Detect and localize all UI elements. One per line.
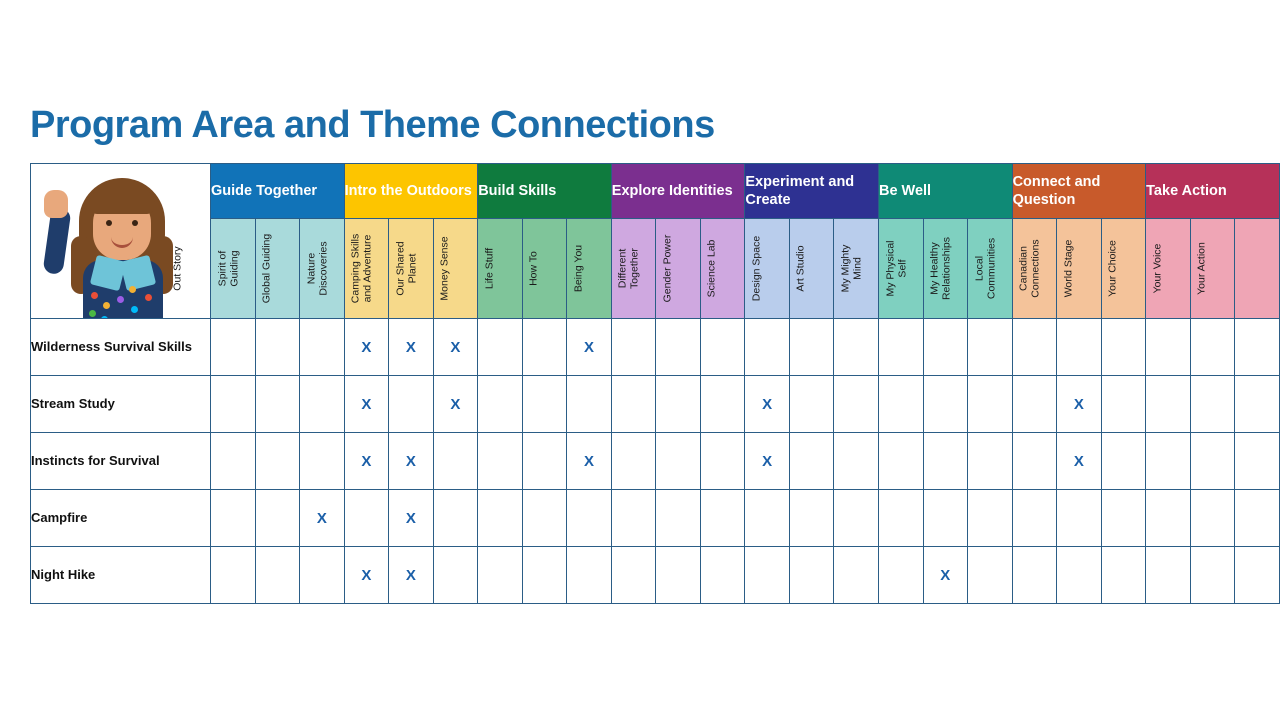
empty-cell (968, 319, 1013, 376)
theme-label: Design Space (750, 235, 763, 302)
theme-label: World Stage (1062, 239, 1075, 298)
empty-cell (1057, 547, 1102, 604)
connection-mark-cell: X (344, 376, 389, 433)
empty-cell (1012, 319, 1057, 376)
empty-cell (522, 433, 567, 490)
theme-label: My Mighty Mind (839, 244, 864, 293)
empty-cell (433, 547, 478, 604)
empty-cell (478, 547, 523, 604)
empty-cell (1190, 376, 1235, 433)
empty-cell (300, 547, 345, 604)
empty-cell (656, 547, 701, 604)
empty-cell (789, 376, 834, 433)
empty-cell (1235, 319, 1280, 376)
empty-cell (255, 376, 300, 433)
matrix-body (31, 319, 1280, 604)
empty-cell (1012, 490, 1057, 547)
empty-cell (656, 490, 701, 547)
empty-cell (1101, 376, 1146, 433)
connection-mark-cell: X (433, 319, 478, 376)
empty-cell (478, 319, 523, 376)
theme-label: Local Communities (973, 237, 998, 300)
empty-cell (522, 319, 567, 376)
connection-mark-cell: X (745, 376, 790, 433)
empty-cell (522, 376, 567, 433)
program-area-header (478, 164, 612, 219)
empty-cell (923, 433, 968, 490)
empty-cell (433, 490, 478, 547)
program-area-header (1012, 164, 1146, 219)
empty-cell (1146, 547, 1191, 604)
table-row (31, 319, 1280, 376)
empty-cell (478, 376, 523, 433)
theme-label: Spirit of Guiding (216, 250, 241, 287)
connection-mark-cell: X (1057, 376, 1102, 433)
empty-cell (878, 547, 923, 604)
empty-cell (1057, 319, 1102, 376)
empty-cell (1012, 547, 1057, 604)
empty-cell (789, 319, 834, 376)
theme-header-row (31, 219, 1280, 319)
empty-cell (700, 547, 745, 604)
empty-cell (878, 433, 923, 490)
empty-cell (789, 433, 834, 490)
empty-cell (968, 376, 1013, 433)
theme-label: Camping Skills and Adventure (349, 233, 374, 304)
empty-cell (1235, 376, 1280, 433)
empty-cell (834, 490, 879, 547)
theme-label: Your Voice (1151, 243, 1164, 294)
activity-label: Stream Study (31, 376, 211, 433)
table-row (31, 490, 1280, 547)
empty-cell (1101, 490, 1146, 547)
program-area-header-row (31, 164, 1280, 219)
empty-cell (745, 490, 790, 547)
empty-cell (1190, 547, 1235, 604)
empty-cell (789, 490, 834, 547)
empty-cell (1057, 490, 1102, 547)
empty-cell (1235, 490, 1280, 547)
program-area-header (1146, 164, 1280, 219)
theme-label: Life Stuff (483, 247, 496, 290)
connection-mark-cell: X (1057, 433, 1102, 490)
theme-label: Different Together (616, 248, 641, 289)
theme-label: Science Lab (705, 239, 718, 298)
empty-cell (1146, 319, 1191, 376)
empty-cell (1101, 547, 1146, 604)
table-row (31, 376, 1280, 433)
empty-cell (834, 319, 879, 376)
empty-cell (700, 433, 745, 490)
empty-cell (834, 433, 879, 490)
empty-cell (923, 319, 968, 376)
empty-cell (923, 490, 968, 547)
empty-cell (300, 319, 345, 376)
theme-label: How To (527, 251, 540, 286)
empty-cell (567, 490, 612, 547)
empty-cell (834, 376, 879, 433)
empty-cell (211, 433, 256, 490)
program-area-label: Experiment and Create (745, 173, 855, 208)
theme-label: Gender Power (661, 234, 674, 303)
theme-header (1195, 219, 1280, 319)
empty-cell (1190, 319, 1235, 376)
empty-cell (522, 547, 567, 604)
theme-label: Art Studio (794, 245, 807, 292)
theme-label: Canadian Connections (1017, 239, 1042, 298)
empty-cell (745, 319, 790, 376)
empty-cell (255, 490, 300, 547)
empty-cell (344, 490, 389, 547)
connections-matrix (30, 163, 1280, 604)
empty-cell (211, 490, 256, 547)
empty-cell (611, 433, 656, 490)
empty-cell (211, 376, 256, 433)
empty-cell (300, 376, 345, 433)
empty-cell (968, 547, 1013, 604)
empty-cell (255, 319, 300, 376)
connection-mark-cell: X (389, 433, 434, 490)
activity-label: Wilderness Survival Skills (31, 319, 211, 376)
theme-label: Money Sense (438, 236, 451, 301)
empty-cell (611, 376, 656, 433)
program-area-label: Take Action (1146, 182, 1227, 199)
theme-label: Global Guiding (260, 233, 273, 304)
empty-cell (700, 490, 745, 547)
program-area-label: Intro the Outdoors (344, 182, 472, 199)
empty-cell (878, 376, 923, 433)
empty-cell (656, 319, 701, 376)
empty-cell (1146, 376, 1191, 433)
empty-cell (656, 376, 701, 433)
table-row (31, 547, 1280, 604)
empty-cell (567, 547, 612, 604)
connection-mark-cell: X (389, 547, 434, 604)
empty-cell (700, 319, 745, 376)
empty-cell (1235, 433, 1280, 490)
connection-mark-cell: X (567, 433, 612, 490)
matrix-table (30, 163, 1280, 604)
empty-cell (478, 433, 523, 490)
empty-cell (878, 490, 923, 547)
connection-mark-cell: X (433, 376, 478, 433)
empty-cell (255, 433, 300, 490)
program-area-header (211, 164, 345, 219)
connection-mark-cell: X (344, 433, 389, 490)
empty-cell (611, 319, 656, 376)
empty-cell (789, 547, 834, 604)
program-area-header (344, 164, 478, 219)
connection-mark-cell: X (923, 547, 968, 604)
empty-cell (389, 376, 434, 433)
empty-cell (968, 490, 1013, 547)
connection-mark-cell: X (389, 319, 434, 376)
theme-label: Our Shared Planet (394, 241, 419, 296)
empty-cell (1012, 433, 1057, 490)
empty-cell (1235, 547, 1280, 604)
empty-cell (1190, 433, 1235, 490)
connection-mark-cell: X (389, 490, 434, 547)
empty-cell (656, 433, 701, 490)
program-area-header (611, 164, 745, 219)
empty-cell (1190, 490, 1235, 547)
connection-mark-cell: X (300, 490, 345, 547)
program-area-header (745, 164, 879, 219)
empty-cell (834, 547, 879, 604)
empty-cell (700, 376, 745, 433)
theme-label: My Physical Self (884, 240, 909, 297)
empty-cell (211, 547, 256, 604)
table-row (31, 433, 1280, 490)
program-area-label: Guide Together (211, 182, 318, 199)
empty-cell (211, 319, 256, 376)
page-title: Program Area and Theme Connections (30, 104, 715, 146)
program-area-label: Build Skills (478, 182, 557, 199)
empty-cell (878, 319, 923, 376)
theme-label: Your Action (1195, 242, 1208, 295)
program-area-label: Explore Identities (611, 182, 733, 199)
empty-cell (1146, 433, 1191, 490)
activity-label: Night Hike (31, 547, 211, 604)
empty-cell (1101, 319, 1146, 376)
theme-label: Being You (572, 244, 585, 293)
empty-cell (1101, 433, 1146, 490)
empty-cell (1146, 490, 1191, 547)
activity-label: Instincts for Survival (31, 433, 211, 490)
empty-cell (1012, 376, 1057, 433)
connection-mark-cell: X (567, 319, 612, 376)
empty-cell (923, 376, 968, 433)
theme-label: Out Story (171, 246, 184, 291)
empty-cell (745, 547, 790, 604)
connection-mark-cell: X (344, 547, 389, 604)
empty-cell (433, 433, 478, 490)
empty-cell (255, 547, 300, 604)
connection-mark-cell: X (344, 319, 389, 376)
activity-label: Campfire (31, 490, 211, 547)
empty-cell (567, 376, 612, 433)
program-area-label: Connect and Question (1012, 173, 1101, 208)
empty-cell (478, 490, 523, 547)
empty-cell (522, 490, 567, 547)
program-area-label: Be Well (878, 182, 932, 199)
theme-label: My Healthy Relationships (928, 236, 953, 301)
empty-cell (611, 547, 656, 604)
connection-mark-cell: X (745, 433, 790, 490)
empty-cell (611, 490, 656, 547)
program-area-header (878, 164, 1012, 219)
theme-label: Your Choice (1106, 240, 1119, 297)
empty-cell (300, 433, 345, 490)
theme-label: Nature Discoveries (305, 241, 330, 296)
empty-cell (968, 433, 1013, 490)
